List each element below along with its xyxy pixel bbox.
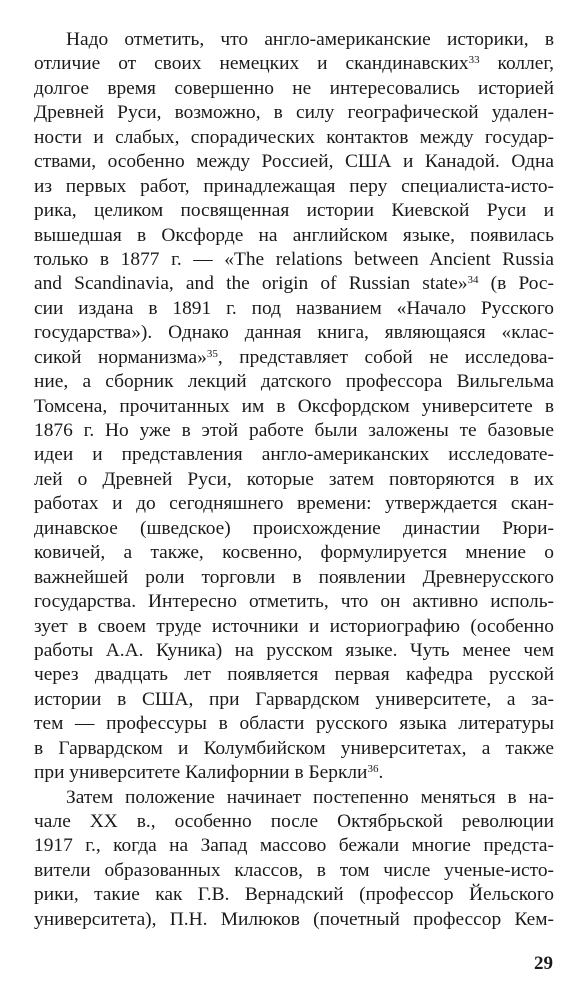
text-line: [34, 199, 554, 223]
text-segment: ствами, особенно между Россией, США и Канадой. Одна: [34, 151, 554, 173]
footnote-reference: 35: [206, 347, 218, 360]
text-line: [34, 566, 554, 590]
text-segment: 1917 г., когда на Запад массово бежали многие предста-: [34, 835, 554, 857]
text-line: [34, 908, 554, 932]
text-segment: .: [378, 762, 384, 784]
text-line: [34, 297, 554, 321]
text-line: [34, 590, 554, 614]
text-line: [34, 688, 554, 712]
text-segment: рика, целиком посвященная истории Киевской Руси и: [34, 200, 554, 222]
text-segment: отличие от своих немецких и скандинавских: [34, 53, 469, 75]
paragraph: [34, 28, 554, 786]
text-line: [34, 101, 554, 125]
text-segment: and Scandinavia, and the origin of Russian state»: [34, 273, 468, 295]
text-segment: ности и слабых, спорадических контактов между государ-: [34, 126, 554, 148]
page-number: 29: [534, 953, 553, 974]
text-segment: университета), П.Н. Милюков (почетный профессор Кем-: [34, 908, 554, 930]
text-line: [34, 615, 554, 639]
text-line: [34, 468, 554, 492]
text-segment: вышедшая в Оксфорде на английском языке, появилась: [34, 224, 554, 246]
text-segment: рики, такие как Г.В. Вернадский (профессор Йельского: [34, 884, 554, 906]
text-segment: при университете Калифорнии в Беркли: [34, 762, 368, 784]
text-line: [34, 150, 554, 174]
text-line: [34, 810, 554, 834]
text-line: [34, 761, 554, 785]
page-body: [34, 28, 554, 932]
text-line: [34, 883, 554, 907]
text-segment: чале XX в., особенно после Октябрьской революции: [34, 811, 554, 832]
text-segment: Древней Руси, возможно, в силу географической удален-: [34, 102, 554, 124]
text-segment: государства. Интересно отметить, что он активно исполь-: [34, 591, 554, 613]
text-segment: через двадцать лет появляется первая кафедра русской: [34, 664, 554, 686]
text-line: [34, 834, 554, 858]
text-line: [34, 517, 554, 541]
text-segment: (в Рос-: [478, 273, 554, 295]
text-segment: Надо отметить, что англо-американские историки, в: [66, 29, 554, 50]
text-segment: из первых работ, принадлежащая перу специалиста-исто-: [34, 175, 554, 197]
text-line: [34, 175, 554, 199]
text-segment: тем — профессуры в области русского языка литературы: [34, 713, 554, 735]
text-segment: динавское (шведское) происхождение династии Рюри-: [34, 517, 554, 539]
text-line: [34, 419, 554, 443]
text-line: [34, 443, 554, 467]
text-line: [34, 346, 554, 370]
text-line: [34, 712, 554, 736]
text-segment: ковичей, а также, косвенно, формулируется мнение о: [34, 542, 554, 564]
text-line: [34, 272, 554, 296]
text-segment: 1876 г. Но уже в этой работе были заложены те базовые: [34, 420, 554, 441]
text-segment: только в 1877 г. — «The relations between Ancient Russia: [34, 248, 554, 270]
text-segment: работах и до сегодняшнего времени: утверждается скан-: [34, 493, 554, 515]
footnote-reference: 33: [468, 54, 480, 67]
text-line: [34, 786, 554, 810]
text-segment: зует в своем труде источники и историографию (особенно: [34, 615, 554, 637]
text-line: [34, 859, 554, 883]
text-segment: сикой норманизма»: [34, 346, 207, 368]
text-line: [34, 321, 554, 345]
paragraph: [34, 786, 554, 933]
text-segment: идеи и представления англо-американских исследовате-: [34, 444, 554, 466]
text-segment: лей о Древней Руси, которые затем повторяются в их: [34, 468, 554, 490]
text-line: [34, 126, 554, 150]
text-line: [34, 492, 554, 516]
text-segment: долгое время совершенно не интересовались историей: [34, 77, 554, 99]
text-segment: государства»). Однако данная книга, являющаяся «клас-: [34, 322, 554, 344]
text-line: [34, 370, 554, 394]
text-line: [34, 248, 554, 272]
text-line: [34, 639, 554, 663]
text-segment: истории в США, при Гарвардском университете, а за-: [34, 688, 554, 710]
text-line: [34, 541, 554, 565]
text-segment: в Гарвардском и Колумбийском университетах, а также: [34, 737, 554, 759]
text-segment: Томсена, прочитанных им в Оксфордском университете в: [34, 395, 554, 417]
text-line: [34, 395, 554, 419]
text-segment: работы А.А. Куника) на русском языке. Чуть менее чем: [34, 639, 554, 661]
text-line: [34, 737, 554, 761]
text-line: [34, 28, 554, 52]
text-segment: Затем положение начинает постепенно меняться в на-: [66, 786, 554, 808]
footnote-reference: 36: [367, 763, 379, 776]
text-segment: ние, а сборник лекций датского профессора Вильгельма: [34, 371, 554, 393]
text-segment: важнейшей роли торговли в появлении Древнерусского: [34, 566, 554, 588]
text-line: [34, 663, 554, 687]
text-segment: вители образованных классов, в том числе ученые-исто-: [34, 859, 554, 881]
text-segment: , представляет собой не исследова-: [217, 346, 554, 368]
text-line: [34, 52, 554, 76]
text-line: [34, 77, 554, 101]
text-segment: коллег,: [479, 53, 554, 75]
text-line: [34, 224, 554, 248]
text-segment: сии издана в 1891 г. под названием «Начало Русского: [34, 297, 554, 319]
footnote-reference: 34: [467, 274, 479, 287]
